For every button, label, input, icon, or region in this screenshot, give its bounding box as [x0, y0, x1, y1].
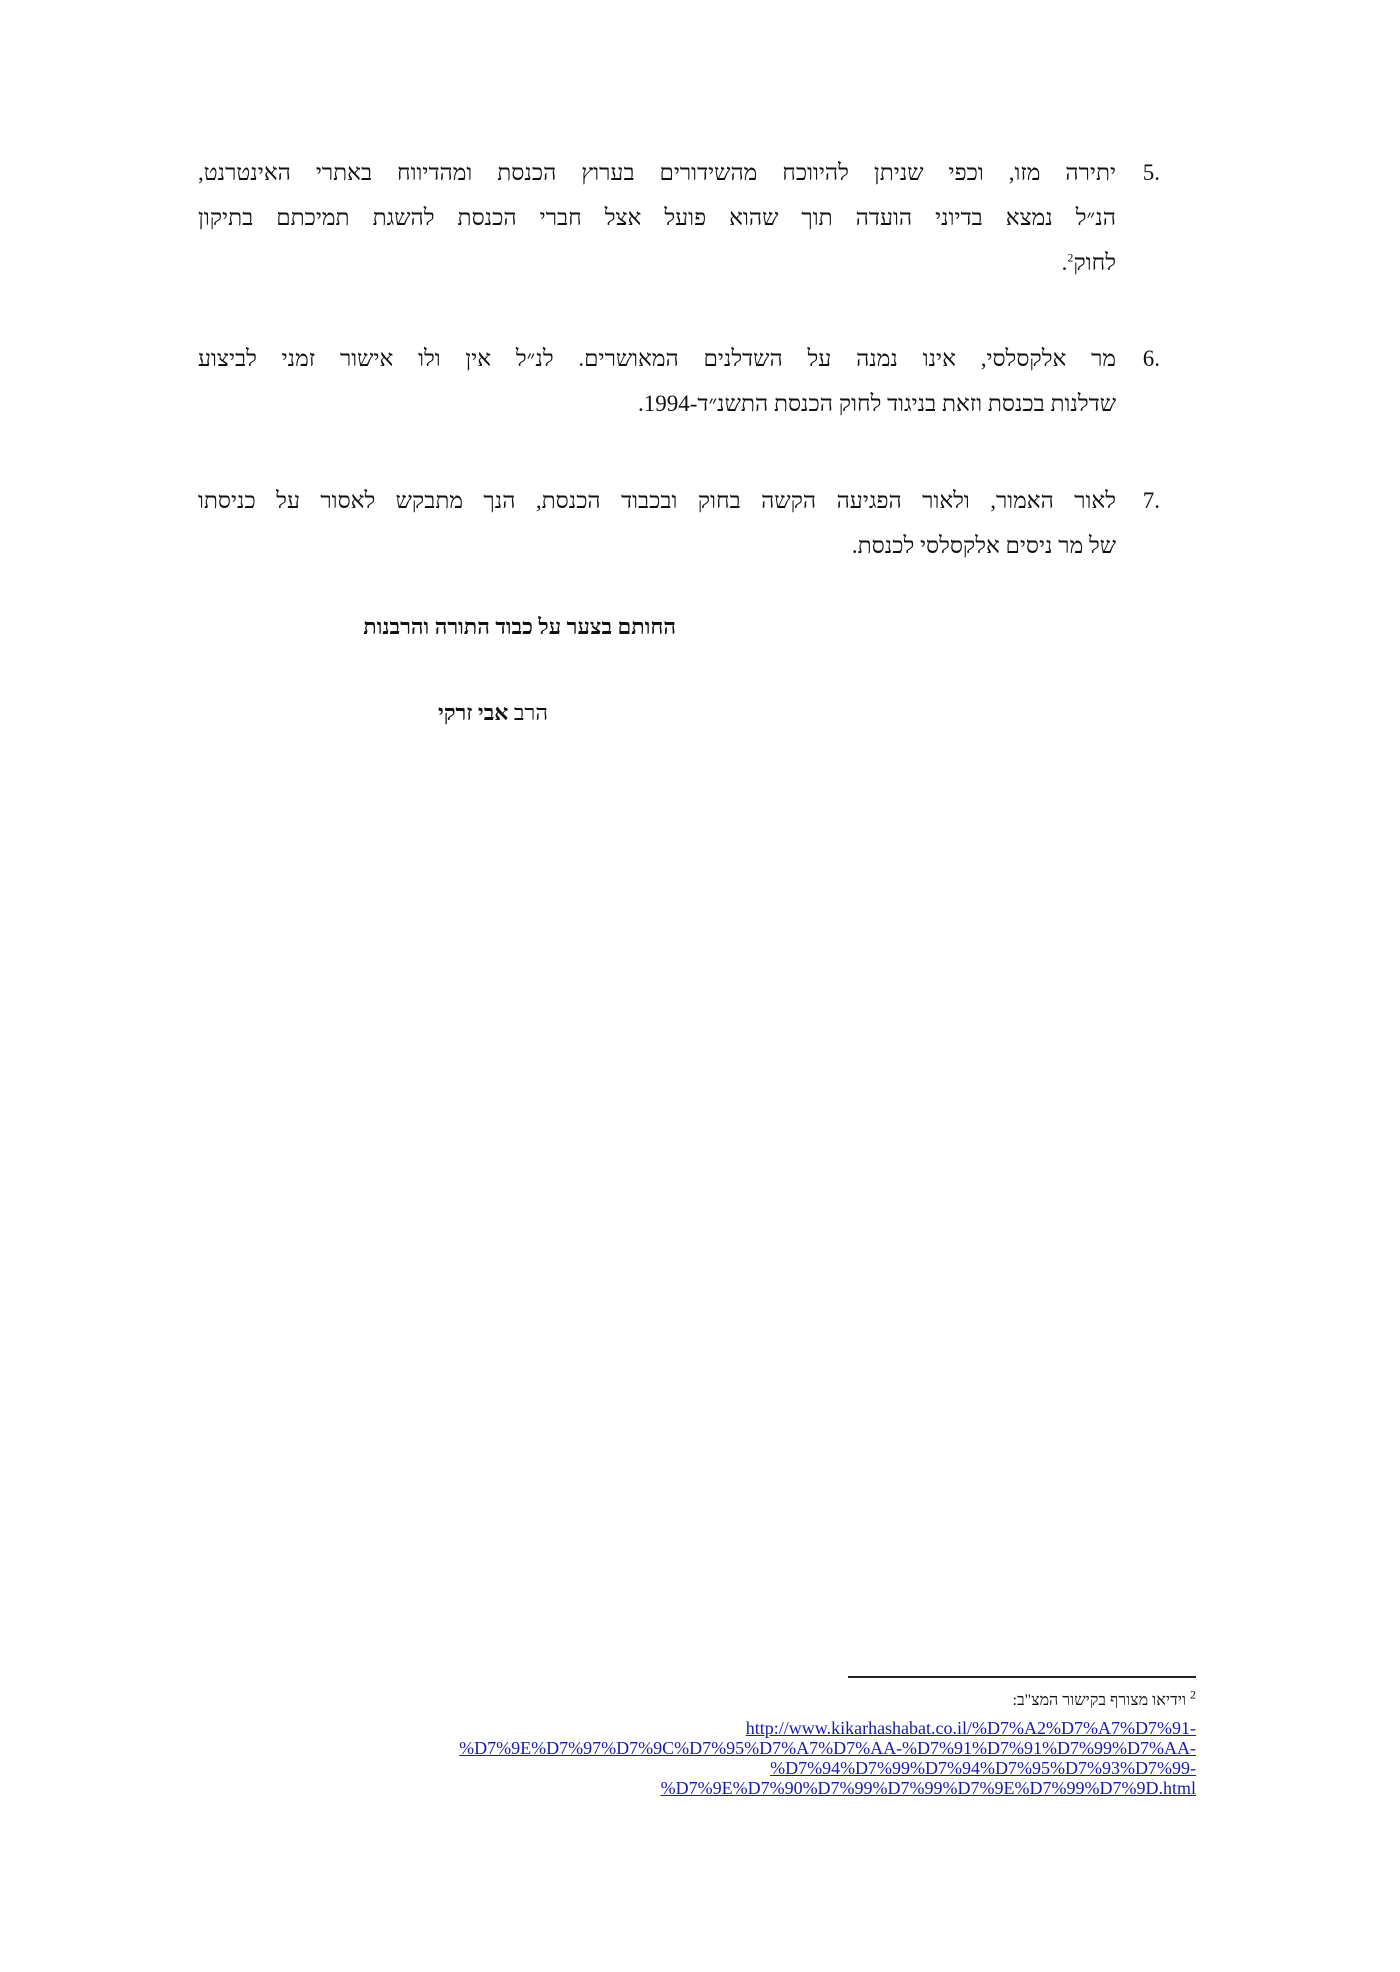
footnote-link-line[interactable]: %D7%9E%D7%97%D7%9C%D7%95%D7%A7%D7%AA-%D7%91%D7%91%D7%99%D7%AA-	[459, 1738, 1196, 1758]
paragraph-line: של מר ניסים אלקסלסי לכנסת.	[851, 533, 1116, 558]
footnote-link[interactable]	[196, 1718, 1196, 1798]
footnote-description: וידיאו מצורף בקישור המצ"ב:	[1012, 1692, 1186, 1709]
paragraph-6	[198, 336, 1160, 426]
paragraph-7	[198, 478, 1160, 568]
paragraph-number: 7.	[1142, 488, 1160, 513]
paragraph-number: 6.	[1142, 346, 1160, 371]
paragraph-number: 5.	[1142, 160, 1160, 185]
footnote-link-line[interactable]: %D7%94%D7%99%D7%94%D7%95%D7%93%D7%99-	[770, 1758, 1196, 1778]
signature-person: אבי זרקי	[437, 700, 509, 725]
footnote-divider	[848, 1676, 1196, 1678]
footnote-link-line[interactable]: http://www.kikarhashabat.co.il/%D7%A2%D7%A7%D7%91-	[745, 1718, 1196, 1738]
paragraph-line: שדלנות בכנסת וזאת בניגוד לחוק הכנסת התשנ״ד-1994.	[637, 391, 1116, 416]
paragraph-line-with-footnote: לחוק$^2$.	[1061, 250, 1116, 275]
signature-title: החותם בצער על כבוד התורה והרבנות	[363, 614, 676, 639]
paragraph-line: יתירה מזו, וכפי שניתן להיווכח מהשידורים בערוץ הכנסת ומהדיווח באתרי האינטרנט,	[198, 160, 1116, 185]
footnote-reference[interactable]: 2	[1067, 250, 1074, 265]
paragraph-line: לאור האמור, ולאור הפגיעה הקשה בחוק ובכבוד הכנסת, הנך מתבקש לאסור על כניסתו	[198, 488, 1116, 513]
footnote-number: 2	[1190, 1687, 1196, 1702]
footnote-link-line[interactable]: %D7%9E%D7%90%D7%99%D7%99%D7%9E%D7%99%D7%9D.html	[660, 1778, 1196, 1798]
signature-name	[438, 700, 548, 726]
paragraph-line: הנ״ל נמצא בדיוני הועדה תוך שהוא פועל אצל חברי הכנסת להשגת תמיכתם בתיקון	[198, 205, 1116, 230]
footnote-text	[1012, 1687, 1197, 1710]
signature-prefix: הרב	[513, 700, 548, 725]
paragraph-line: לחוק	[1073, 250, 1116, 275]
paragraph-line: מר אלקסלסי, אינו נמנה על השדלנים המאושרים. לנ״ל אין ולו אישור זמני לביצוע	[198, 346, 1116, 371]
paragraph-5	[198, 150, 1160, 285]
